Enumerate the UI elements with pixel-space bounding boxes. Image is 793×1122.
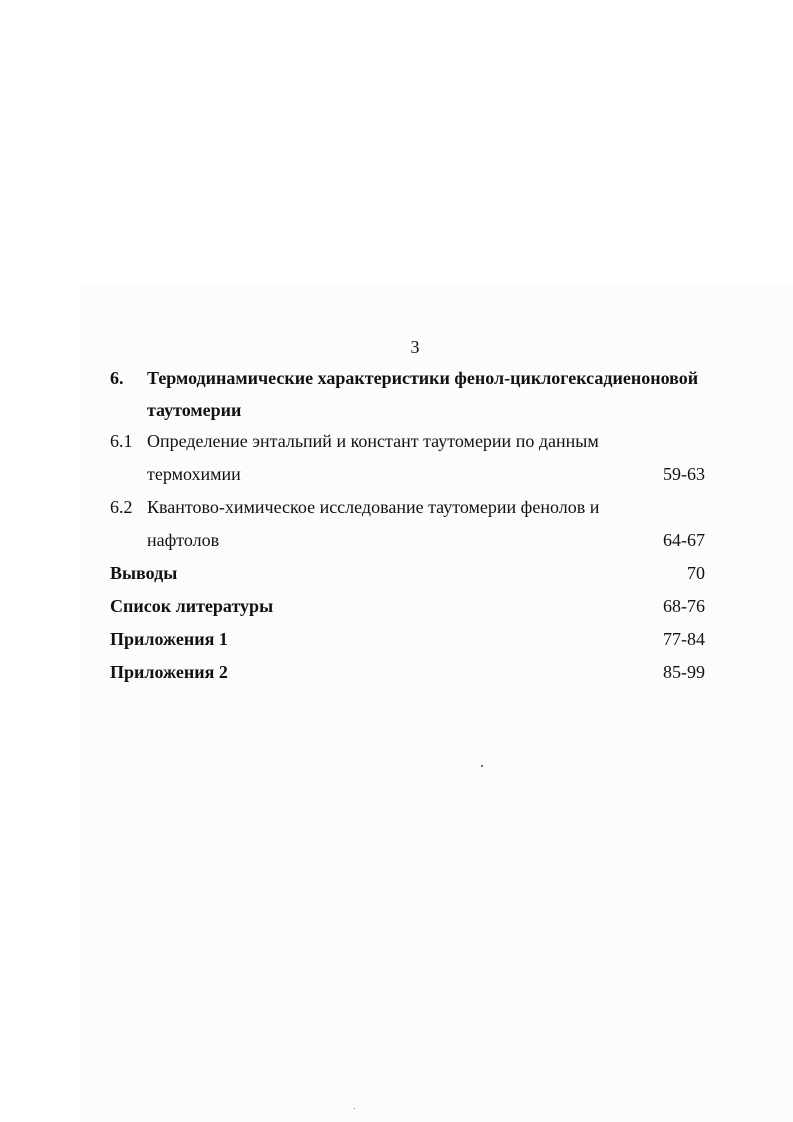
entry-title: Приложения 2 (110, 662, 228, 682)
page-range: 70 (687, 563, 705, 583)
entry-title: Список литературы (110, 596, 274, 616)
page-range: 68-76 (663, 596, 705, 616)
entry-title: Приложения 1 (110, 629, 228, 649)
section-title-line-1: Квантово-химическое исследование таутомерии фенолов и (147, 497, 600, 517)
section-title-line-1: Термодинамические характеристики фенол-циклогексадиеноновой (147, 368, 699, 388)
page-number: 3 (410, 337, 420, 357)
section-title-line-2: таутомерии (147, 400, 242, 420)
section-number: 6.2 (110, 497, 133, 517)
section-title-line-1: Определение энтальпий и констант таутомерии по данным (147, 431, 599, 451)
section-number: 6.1 (110, 431, 133, 451)
page-range: 59-63 (663, 464, 705, 484)
page-range: 77-84 (663, 629, 705, 649)
section-title-line-2: термохимии (147, 464, 241, 484)
scan-speck (481, 765, 483, 767)
section-title-line-2: нафтолов (147, 530, 220, 550)
page-range: 85-99 (663, 662, 705, 682)
entry-title: Выводы (110, 563, 178, 583)
section-number: 6. (110, 368, 124, 388)
scan-speck (354, 1108, 355, 1109)
page-range: 64-67 (663, 530, 705, 550)
